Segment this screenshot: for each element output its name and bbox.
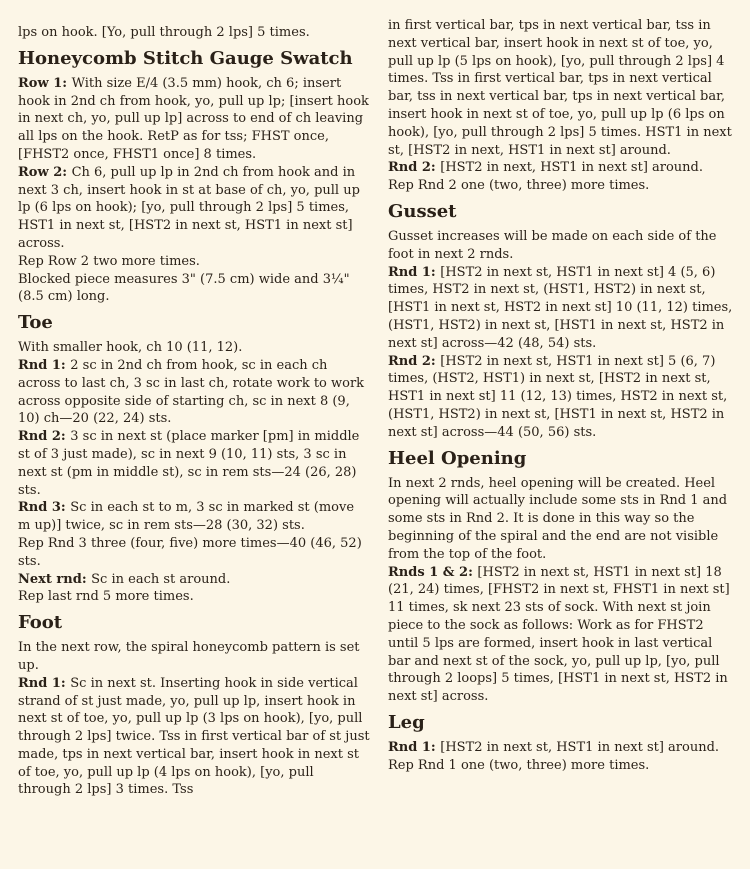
instruction-text: Rep Row 2 two more times. xyxy=(18,253,200,269)
instruction-text: Rep Rnd 1 one (two, three) more times. xyxy=(388,757,650,773)
section-heading-toe: Toe xyxy=(18,312,53,334)
instruction-text: lps on hook. [Yo, pull through 2 lps] 5 times. xyxy=(18,25,310,40)
instruction-text: In the next row, the spiral honeycomb pattern is set up. xyxy=(18,640,360,673)
instruction-text: Blocked piece measures 3" (7.5 cm) wide and 3¼" (8.5 cm) long. xyxy=(18,271,350,305)
instruction-paragraph xyxy=(18,75,370,164)
row-label: Row 1: xyxy=(18,75,72,91)
row-label: Rnd 3: xyxy=(18,500,71,516)
instruction-paragraph xyxy=(388,564,734,706)
instruction-paragraph xyxy=(388,739,734,757)
instruction-text: 3 sc in next st (place marker [pm] in middle st of 3 just made), sc in next 9 (10, 11) sts, 3 sc in next st (pm in middle st), sc in rem sts—24 (26, 28) sts. xyxy=(18,429,360,498)
instruction-text: In next 2 rnds, heel opening will be created. Heel opening will actually include some sts in Rnd 1 and some sts in Rnd 2. It is done in this way so the beginning of the spiral and the end are not visible from the top of the foot. xyxy=(388,475,728,562)
instruction-paragraph xyxy=(18,357,370,428)
instruction-paragraph xyxy=(18,271,370,307)
instruction-text: Rep last rnd 5 more times. xyxy=(18,589,194,605)
instruction-text: 2 sc in 2nd ch from hook, sc in each ch across to last ch, 3 sc in last ch, rotate work to work across opposite side of starting ch, sc in next 8 (9, 10) ch—20 (22, 24) sts. xyxy=(18,357,365,427)
instruction-text: With size E/4 (3.5 mm) hook, ch 6; insert hook in 2nd ch from hook, yo, pull up lp; [insert hook in next ch, yo, pull up lp] across to end of ch leaving all lps on the hook. RetP as for tss; FHST once, [FHST2 once, FHST1 once] 8 times. xyxy=(18,75,369,162)
instruction-paragraph xyxy=(18,253,370,271)
instruction-paragraph xyxy=(388,353,734,442)
row-label: Rnd 1: xyxy=(18,357,71,373)
instruction-paragraph xyxy=(18,535,370,571)
row-label: Rnd 2: xyxy=(388,353,441,369)
instruction-text: With smaller hook, ch 10 (11, 12). xyxy=(18,340,243,356)
instruction-paragraph xyxy=(18,588,370,606)
instruction-text: Sc in next st. Inserting hook in side vertical strand of st just made, yo, pull up lp, insert hook in next st of toe, yo, pull up lp (3 lps on hook), [yo, pull through 2 lps] twice. Tss in first vertical bar of st just made, tps in next vertical bar, insert hook in next st of toe, yo, pull up lp (4 lps on hook), [yo, pull through 2 lps] 3 times. Tss xyxy=(18,675,370,798)
instruction-paragraph xyxy=(388,17,734,159)
left-column xyxy=(18,24,370,799)
row-label: Next rnd: xyxy=(18,571,92,587)
instruction-paragraph xyxy=(388,264,734,353)
section-heading-heel-opening: Heel Opening xyxy=(388,447,527,469)
instruction-text: [HST2 in next st, HST1 in next st] 4 (5, 6) times, HST2 in next st, (HST1, HST2) in next st, [HST1 in next st, HST2 in next st] 10 (11, 12) times, (HST1, HST2) in next st, [HST1 in next st, HST2 in next st] across—42 (48, 54) sts. xyxy=(388,264,733,351)
instruction-text: [HST2 in next st, HST1 in next st] around. xyxy=(440,739,720,755)
section-heading-leg: Leg xyxy=(388,711,425,733)
instruction-text: [HST2 in next, HST1 in next st] around. xyxy=(440,160,704,176)
row-label: Rnd 2: xyxy=(18,429,71,445)
instruction-paragraph xyxy=(388,159,734,177)
row-label: Rnd 1: xyxy=(388,739,441,755)
instruction-text: Rep Rnd 3 three (four, five) more times—40 (46, 52) sts. xyxy=(18,535,362,569)
instruction-paragraph xyxy=(18,571,370,589)
section-heading-gusset: Gusset xyxy=(388,200,457,222)
instruction-text: Sc in each st around. xyxy=(91,571,231,587)
instruction-paragraph xyxy=(388,177,734,195)
instruction-paragraph xyxy=(388,475,734,564)
row-label: Rnd 1: xyxy=(18,675,71,691)
instruction-text: [HST2 in next st, HST1 in next st] 5 (6, 7) times, (HST2, HST1) in next st, [HST2 in next st, HST1 in next st] 11 (12, 13) times, HST2 in next st, (HST1, HST2) in next st, [HST1 in next st, HST2 in next st] across—44 (50, 56) sts. xyxy=(388,353,728,440)
instruction-paragraph xyxy=(18,339,370,357)
instruction-paragraph xyxy=(18,428,370,499)
section-heading-honeycomb-stitch-gauge-swatch: Honeycomb Stitch Gauge Swatch xyxy=(18,47,353,69)
instruction-paragraph xyxy=(18,499,370,535)
instruction-paragraph xyxy=(388,757,734,775)
right-column xyxy=(388,17,734,774)
row-label: Rnd 1: xyxy=(388,264,441,280)
row-label: Rnd 2: xyxy=(388,160,441,176)
instruction-text: Rep Rnd 2 one (two, three) more times. xyxy=(388,178,650,194)
instruction-paragraph xyxy=(18,164,370,253)
section-heading-foot: Foot xyxy=(18,612,63,634)
instruction-text: Gusset increases will be made on each side of the foot in next 2 rnds. xyxy=(388,228,717,262)
instruction-paragraph xyxy=(18,675,370,800)
instruction-paragraph xyxy=(18,24,370,42)
row-label: Rnds 1 & 2: xyxy=(388,564,478,580)
instruction-text: in first vertical bar, tps in next vertical bar, tss in next vertical bar, insert hook in next st of toe, yo, pull up lp (5 lps on hook), [yo, pull through 2 lps] 4 times. Tss in first vertical bar, tps in next vertical bar, tss in next vertical bar, tps in next vertical bar, insert hook in next st of toe, yo, pull up lp (6 lps on hook), [yo, pull through 2 lps] 5 times. HST1 in next st, [HST2 in next, HST1 in next st] around. xyxy=(388,18,732,158)
instruction-text: Sc in each st to m, 3 sc in marked st (move m up)] twice, sc in rem sts—28 (30, 32) sts. xyxy=(18,500,355,534)
row-label: Row 2: xyxy=(18,164,72,180)
instruction-paragraph xyxy=(388,228,734,264)
instruction-paragraph xyxy=(18,639,370,675)
instruction-text: [HST2 in next st, HST1 in next st] 18 (21, 24) times, [FHST2 in next st, FHST1 in next st] 11 times, sk next 23 sts of sock. With next st join piece to the sock as follows: Work as for FHST2 until 5 lps are formed, insert hook in last vertical bar and next st of the sock, yo, pull up lp, [yo, pull through 2 loops] 5 times, [HST1 in next st, HST2 in next st] across. xyxy=(388,564,730,705)
instruction-text: Ch 6, pull up lp in 2nd ch from hook and in next 3 ch, insert hook in st at base of ch, yo, pull up lp (6 lps on hook); [yo, pull through 2 lps] 5 times, HST1 in next st, [HST2 in next st, HST1 in next st] across. xyxy=(18,164,360,251)
